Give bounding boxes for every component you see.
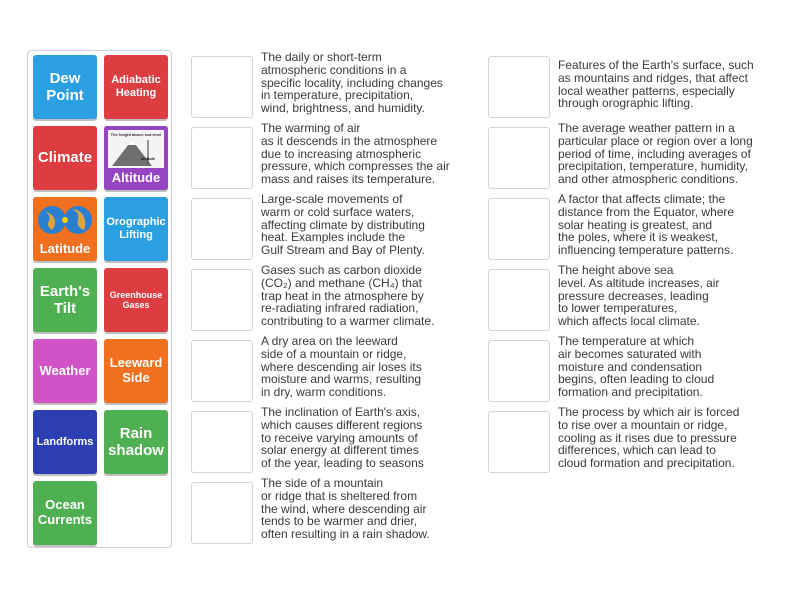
- drop-slot[interactable]: [191, 127, 253, 189]
- drop-slot[interactable]: [191, 269, 253, 331]
- card-label: Ocean Currents: [37, 497, 93, 527]
- card-greenhouse-gases[interactable]: [104, 268, 168, 332]
- description-text: A factor that affects climate; the distance from the Equator, where solar heating is greatest, and the poles, where it is weakest, influencing temperature patterns.: [558, 192, 735, 258]
- card-label: Adiabatic Heating: [111, 74, 161, 99]
- description-text: The warming of air as it descends in the atmosphere due to increasing atmospheric pressure, which compresses the air mass and raises its temperature.: [261, 121, 450, 187]
- card-landforms[interactable]: [33, 410, 97, 474]
- card-leeward-side[interactable]: [104, 339, 168, 403]
- card-label: Rain shadow: [108, 424, 164, 459]
- mountain-altitude-image: [108, 130, 164, 168]
- card-ocean-currents[interactable]: [33, 481, 97, 545]
- description-text: The average weather pattern in a particular place or region over a long period of time, including averages of precipitation, temperature, humidity, and other atmospheric conditions.: [558, 121, 753, 187]
- card-weather[interactable]: [33, 339, 97, 403]
- drop-slot[interactable]: [191, 411, 253, 473]
- card-label: Orographic Lifting: [106, 216, 166, 241]
- card-orographic-lifting[interactable]: [104, 197, 168, 261]
- description-text: The temperature at which air becomes saturated with moisture and condensation begins, often leading to cloud formation and precipitation.: [558, 334, 715, 400]
- drop-slot[interactable]: [191, 482, 253, 544]
- image-caption: The height above sea level: [110, 132, 162, 137]
- card-label: Greenhouse Gases: [109, 289, 163, 310]
- description-text: A dry area on the leeward side of a mountain or ridge, where descending air loses its moisture and warms, resulting in dry, warm conditions.: [261, 334, 422, 400]
- card-altitude[interactable]: [104, 126, 168, 190]
- card-label: Weather: [39, 362, 91, 378]
- image-subcaption: altitude: [140, 156, 156, 161]
- drop-slot[interactable]: [488, 56, 550, 118]
- drop-slot[interactable]: [191, 198, 253, 260]
- card-rain-shadow[interactable]: [104, 410, 168, 474]
- drop-slot[interactable]: [488, 411, 550, 473]
- drop-slot[interactable]: [488, 127, 550, 189]
- card-label: Dew Point: [46, 69, 84, 104]
- card-label: Landforms: [36, 435, 94, 448]
- card-label: Climate: [37, 149, 93, 167]
- drop-slot[interactable]: [191, 56, 253, 118]
- description-text: The daily or short-term atmospheric conditions in a specific locality, including changes in temperature, precipitation, wind, brightness, and humidity.: [261, 50, 443, 116]
- drop-slot[interactable]: [488, 269, 550, 331]
- description-text: The inclination of Earth's axis, which causes different regions to receive varying amounts of solar energy at different times of the year, leading to seasons: [261, 405, 424, 471]
- card-label: Latitude: [39, 241, 91, 257]
- description-text: Large-scale movements of warm or cold surface waters, affecting climate by distributing heat. Examples include the Gulf Stream and Bay of Plenty.: [261, 192, 425, 258]
- card-latitude[interactable]: [33, 197, 97, 261]
- description-text: The height above sea level. As altitude increases, air pressure decreases, leading to lower temperatures, which affects local climate.: [558, 263, 720, 329]
- card-label: Leeward Side: [109, 355, 163, 385]
- card-earths-tilt[interactable]: [33, 268, 97, 332]
- card-climate[interactable]: [33, 126, 97, 190]
- card-adiabatic-heating[interactable]: [104, 55, 168, 119]
- drop-slot[interactable]: [488, 198, 550, 260]
- drop-slot[interactable]: [488, 340, 550, 402]
- globe-image: [37, 201, 93, 239]
- description-text: Features of the Earth's surface, such as mountains and ridges, that affect local weather patterns, especially through orographic lifting.: [558, 58, 754, 111]
- description-text: The side of a mountain or ridge that is sheltered from the wind, where descending air tends to be warmer and drier, often resulting in a rain shadow.: [261, 476, 430, 542]
- description-text: The process by which air is forced to rise over a mountain or ridge, cooling as it rises due to pressure differences, which can lead to cloud formation and precipitation.: [558, 405, 740, 471]
- drop-slot[interactable]: [191, 340, 253, 402]
- card-label: Earth's Tilt: [39, 282, 91, 317]
- description-text: Gases such as carbon dioxide (CO₂) and methane (CH₄) that trap heat in the atmosphere by re-radiating infrared radiation, contributing to a warmer climate.: [261, 263, 435, 329]
- card-dew-point[interactable]: [33, 55, 97, 119]
- card-label: Altitude: [111, 170, 161, 186]
